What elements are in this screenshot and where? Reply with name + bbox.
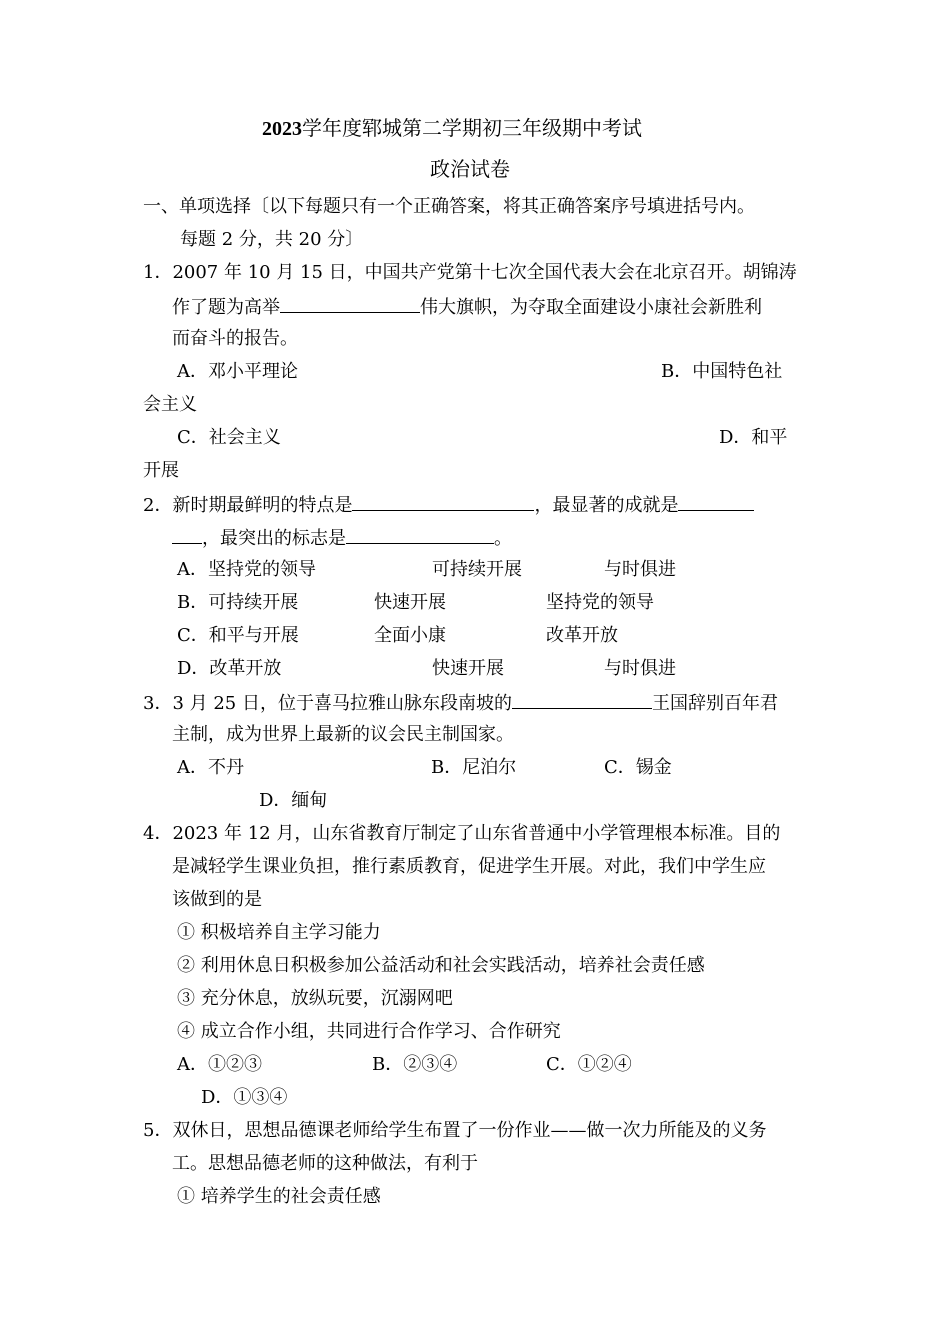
q4-statement-2: ② 利用休息日积极参加公益活动和社会实践活动，培养社会责任感 — [177, 955, 705, 976]
q4-line2: 是减轻学生课业负担，推行素质教育，促进学生开展。对此，我们中学生应 — [172, 856, 766, 877]
exam-subtitle: 政治试卷 — [430, 157, 510, 181]
q2-option-c-3: 改革开放 — [546, 625, 618, 646]
q1-option-a[interactable]: A．邓小平理论 — [177, 361, 298, 382]
q4-option-d[interactable]: D．①③④ — [201, 1087, 288, 1108]
q1-line2-text-a: 作了题为高举 — [172, 297, 280, 318]
q2-line1 — [143, 492, 754, 518]
q1-option-b-cont: 会主义 — [143, 394, 197, 415]
q2-blank-2-cont[interactable] — [172, 525, 202, 544]
q5-line1: 5．双休日，思想品德课老师给学生布置了一份作业——做一次力所能及的义务 — [143, 1120, 767, 1141]
q2-option-d[interactable] — [177, 657, 777, 681]
section-header-line1: 一、单项选择〔以下每题只有一个正确答案，将其正确答案序号填进括号内。 — [143, 196, 755, 217]
exam-title — [262, 116, 642, 141]
q2-option-d-3: 与时俱进 — [604, 658, 676, 679]
q1-line2 — [172, 294, 762, 320]
q3-line1-text-a: 3．3 月 25 日，位于喜马拉雅山脉东段南坡的 — [143, 693, 512, 714]
q3-answer-blank[interactable] — [512, 690, 652, 709]
q2-option-d-2: 快速开展 — [432, 658, 504, 679]
q3-option-d[interactable]: D．缅甸 — [259, 790, 328, 811]
exam-title-year: 2023 — [262, 118, 302, 140]
q2-option-a[interactable] — [177, 558, 777, 582]
q4-option-c[interactable]: C．①②④ — [546, 1054, 632, 1075]
q5-line2: 工。思想品德老师的这种做法，有利于 — [172, 1153, 478, 1174]
q1-answer-blank[interactable] — [280, 294, 420, 313]
q2-option-d-1: D．改革开放 — [177, 658, 282, 679]
q2-option-a-2: 可持续开展 — [432, 559, 522, 580]
q2-blank-3[interactable] — [346, 525, 494, 544]
section-header-line2: 每题 2 分，共 20 分〕 — [180, 229, 364, 250]
q2-line2 — [172, 525, 512, 551]
q3-option-b[interactable]: B．尼泊尔 — [431, 757, 517, 778]
q2-option-a-1: A．坚持党的领导 — [177, 559, 316, 580]
q3-option-a[interactable]: A．不丹 — [177, 757, 244, 778]
q3-line2: 主制，成为世界上最新的议会民主制国家。 — [172, 724, 514, 745]
q4-option-b[interactable]: B．②③④ — [372, 1054, 458, 1075]
q2-option-b-2: 快速开展 — [374, 592, 446, 613]
q5-statement-1: ① 培养学生的社会责任感 — [177, 1186, 381, 1207]
q1-line1: 1．2007 年 10 月 15 日，中国共产党第十七次全国代表大会在北京召开。胡锦涛 — [143, 262, 797, 283]
q2-option-c[interactable] — [177, 624, 777, 648]
q2-option-b[interactable] — [177, 591, 777, 615]
q2-option-c-2: 全面小康 — [374, 625, 446, 646]
q2-line2-text-b: 。 — [494, 528, 512, 549]
q4-line1: 4．2023 年 12 月，山东省教育厅制定了山东省普通中小学管理根本标准。目的 — [143, 823, 781, 844]
q4-statement-1: ① 积极培养自主学习能力 — [177, 922, 381, 943]
q4-statement-4: ④ 成立合作小组，共同进行合作学习、合作研究 — [177, 1021, 561, 1042]
q4-option-a[interactable]: A．①②③ — [177, 1054, 262, 1075]
q1-option-d-cont: 开展 — [143, 460, 179, 481]
exam-title-text: 学年度郓城第二学期初三年级期中考试 — [302, 116, 642, 140]
q3-option-c[interactable]: C．锡金 — [604, 757, 672, 778]
q4-line3: 该做到的是 — [172, 889, 262, 910]
q1-option-b[interactable]: B．中国特色社 — [661, 361, 783, 382]
q4-statement-3: ③ 充分休息，放纵玩要，沉溺网吧 — [177, 988, 453, 1009]
q2-option-b-3: 坚持党的领导 — [546, 592, 654, 613]
q2-line2-text-a: ，最突出的标志是 — [202, 528, 346, 549]
q1-line3: 而奋斗的报告。 — [172, 328, 298, 349]
q2-line1-text-b: ，最显著的成就是 — [534, 495, 679, 516]
q2-option-b-1: B．可持续开展 — [177, 592, 299, 613]
q2-option-c-1: C．和平与开展 — [177, 625, 299, 646]
q2-line1-text-a: 2．新时期最鲜明的特点是 — [143, 495, 353, 516]
q2-blank-2[interactable] — [678, 492, 754, 511]
q1-option-c[interactable]: C．社会主义 — [177, 427, 281, 448]
q3-line1-text-b: 王国辞别百年君 — [651, 693, 778, 714]
q1-line2-text-b: 伟大旗帜，为夺取全面建设小康社会新胜利 — [420, 297, 762, 318]
q1-option-d[interactable]: D．和平 — [719, 427, 788, 448]
q3-line1 — [143, 690, 778, 716]
q2-blank-1[interactable] — [352, 492, 534, 511]
q2-option-a-3: 与时俱进 — [604, 559, 676, 580]
